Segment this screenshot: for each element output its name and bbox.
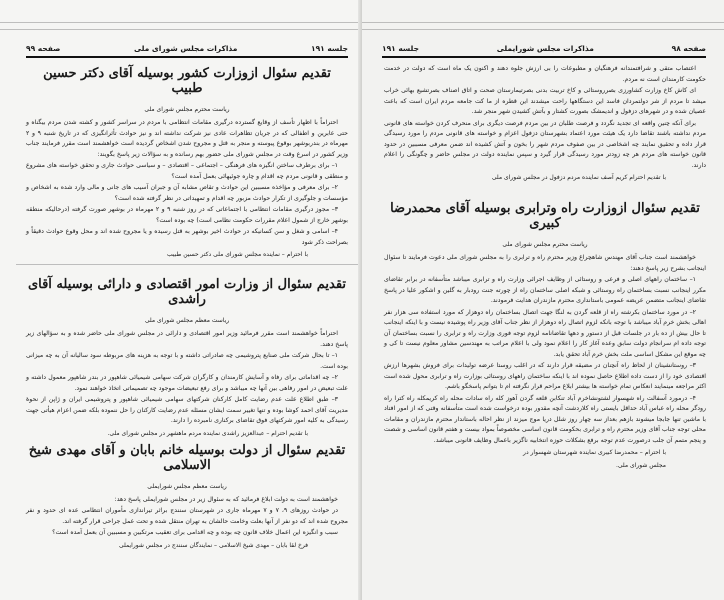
signature: با تقدیم احترام – عبدالعزیز راشدی نماینده مردم ماهشهر در مجلس شورای ملی. [107, 429, 308, 437]
salutation: ریاست معظم مجلس شورایملی [147, 482, 227, 490]
salutation: ریاست معظم مجلس شورای ملی [144, 317, 230, 324]
paragraph: ۱– برای برطرف ساختن انگیزه های فرهنگی – اجتماعی – اقتصادی – و سیاسی حوادث جاری و تحقق خواسته های مشروع و منطقی و قانونی مردم چه اقدام و چاره جوئیهائی بعمل آمده است؟ [26, 162, 348, 180]
salutation: ریاست محترم مجلس شورای ملی [144, 106, 230, 113]
section-heading: تقدیم سئوال ازوزارت کشور بوسیله آقای دکتر حسین طبیب [43, 66, 331, 96]
continuation-section-asef [384, 64, 706, 181]
signature: با تقدیم احترام کریم آصف نماینده مردم دزفول در مجلس شورای ملی [491, 174, 666, 181]
signature-line: مجلس شورای ملی. [615, 462, 666, 469]
paragraph: ۲– چه اقداماتی برای رفاه و آسایش کارمندان و کارگران شرکت سهامی شیمیائی شاهپور در بندر شاهپور معمول داشته و علت تبعیض در امور رفاهی بین آنها چه میباشد و برای رفع تبعیضات موجود چه تصمیماتی اتخاذ خواهند نمود. [26, 374, 348, 392]
paragraph: ۴– اسامی و شغل و سن کسانیکه در حوادث اخیر بوشهر به قتل رسیده و یا مجروح شده اند و محل وقوع حوادث دقیقاً و بصراحت ذکر شود [26, 228, 348, 246]
running-header [26, 44, 348, 58]
salutation: ریاست محترم مجلس شورای ملی [502, 241, 588, 248]
section-heading: تقدیم سئوال از دولت بوسیله خانم بابان و آقای مهدی شیخ الاسلامی [28, 442, 346, 473]
paragraph: ۴– درمورد آسفالت راه شهسوار لشتونشاخرم آباد تنکابن قلعه گردن آهوز کله راه سادات محله راه کریمکله راه کترا راه رودگر محله راه عباس آباد حداقل بایستی راه کلاردشت آنچه مقدور بوده درخواست شده است متأسفانه وقتی که از امور افتاد با ماشین تنها جابجا میشوند بازهم بعداز سه چهار روز شلل دریا موج میزند از نظر احاله باستاندار محترم مازندران و مقامات محلی توجه جناب آقای وزیر محترم راه و ترابری بحکومت قانون اساسی مخصوصاً بمواد بیست و هفتم قانون اساسی و شصت و پنجم متمم آن جلب درصورت عدم توجه برفع بشکلات حوزه انتخابیه ناگزیر باعمال وظایف قانونی میباشد. [384, 394, 706, 444]
paragraph: ای کاش کاخ وزارت کشاورزی بصرروستائی و کاخ تربیت بدنی بصرتیمارستان صحت و اتاق اصناف بصرتشیع بهائی خراب میشد تا مردم از شر دولتمردان فاسد این دستگاهها راحت میشدند این قطره از ما کت جامعه مردم ایران است که باعث عصیان شده و در شهرهای دزفول و اندیمشک بصورت کشتار و بآتش کشیدن شهر منجر شد. [384, 87, 706, 115]
top-rules [362, 22, 724, 36]
paragraph: اعتصاب متقی و شرافتمندانه فرهنگیان و مطبوعات را بی ارزش جلوه دهند و اکنون یک ماه است که دولت در خدمت حکومت کارمندان است نه مردم. [384, 65, 706, 83]
page-98 [362, 0, 724, 600]
page-number: صفحه ۹۹ [26, 44, 61, 53]
spacer [384, 187, 706, 199]
question-section-kabiri [384, 201, 706, 469]
session-number: جلسه ۱۹۱ [382, 44, 420, 53]
paragraph: در حوادث روزهای ۹، ۷ و ۷ مهرماه جاری در شهرستان سنندج براثر تیراندازی مأموران انتظامی عده ای حدود و نفر مجروح شده اند که دو نفر از آنها بعلت وخامت حالشان به تهران منتقل شده و تحت عمل جراحی قرار گرفته اند. [26, 507, 348, 525]
paragraph: خواهشمند است جناب آقای مهندس شاهچراغ وزیر محترم راه و ترابری را به مجلس شورای ملی دعوت فرمایند تا سئوال اینجانب بشرح زیر پاسخ دهند: [384, 254, 706, 272]
signature-line: با احترام – محمدرضا کبیری نماینده شهرستان شهسوار در [523, 449, 666, 456]
session-number: جلسه ۱۹۱ [311, 44, 348, 53]
paragraph: ۳– روستانشینان از لحاظ راه آنچنان در مضیقه قرار دارند که در اغلب روستا عرضه تولیدات برای فروش بشهرها ارزش اقتصادی خود را از دست داده اطلاع حاصل نموده اند با اینکه ساختمان راههای روستائی بوزارت راه و ترابری محول شده است اکثر مراجعه مینمایند انعکاس تمام خواسته ها بیشتر ابلاغ مراحم قرار نگرفته ام تا بتوانم پاسخگو باشم. [384, 362, 706, 390]
section-heading: تقدیم سئوال از وزارت امور اقتصادی و دارائی بوسیله آقای راشدی [27, 277, 347, 307]
paragraph: سبب و انگیزه این اعمال خلاف قانون چه بوده و چه اقدامی برای تعقیب مرتکبین و مسببین آن بعمل آمده است؟ [52, 529, 338, 536]
paragraph: ۱– تا بحال شرکت ملی صنایع پتروشیمی چه صادراتی داشته و با توجه به هزینه های مربوطه سود سالیانه آن به چه میزانی بوده است. [26, 352, 348, 370]
header-title: مذاکرات مجلس شورای ملی [134, 44, 238, 53]
page-content [26, 64, 348, 555]
paragraph: احتراماً خواهشمند است مقرر فرمائید وزیر امور اقتصادی و دارائی در مجلس شورای ملی حاضر شده و به سؤالهای زیر پاسخ دهند. [26, 330, 348, 348]
running-header [382, 44, 706, 58]
paragraph: ۲– برای معرفی و مؤاخذه مسببین این حوادث و تقاص مشابه آن و جبران آسیب های جانی و مالی وارد شده به اشخاص و مؤسسات و جلوگیری از تکرار حوادث مزبور چه اقدام و تمهیداتی در نظر گرفته شده است؟ [26, 184, 348, 202]
question-section-tabib [26, 66, 348, 258]
section-heading: تقدیم سئوال ازوزارت راه وترابری بوسیله آقای محمدرضا کبیری [390, 201, 700, 231]
paragraph: ۳– طبق اطلاع علت عدم رضایت کامل کارکنان شرکتهای سهامی شیمیائی شاهپور و پتروشیمی ایران و ژاپن از نحوهٔ مدیریت آقای احمد کوشا بوده و تنها تغییر سمت ایشان مسئله عدم رضایت کارکنان را حل ننموده بلکه ضمن اعزام هیأتی جهت رسیدگی به کلیه امور شرکتهای فوق تقاضای برکناری نامبرده را دارند. [26, 396, 348, 424]
paragraph: ۱– ساختمان راههای اصلی و فرعی و روستائی از وظایف اجرائی وزارت راه و ترابری میباشد متأسفانه در برابر تقاضای مکرر اینجانب نسبت بساختمان راه روستائی و شبکه اصلی ساختمان راه از چورته جنت رودبار به گلین و اشکور علیا در پاسخ تقاضای اینجانب متضمن عریضه عمومی باستانداری محترم مازندران هدایت فرمودند. [384, 276, 706, 304]
section-divider [16, 264, 358, 265]
paragraph: احتراماً با اظهار تأسف از وقایع گسترده درگیری مقامات انتظامی با مردم در سراسر کشور و کشته شدن مردم بیگناه و حتی عابرین و اطفالی که در جریان تظاهرات عادی نیز شرکت نداشته اند و نیز حوادث تأثرانگیزی که در تاریخ شنبه ۹ و ۲ مهرماه در بندربوشهر بوقوع پیوسته و منجر به قتل و مجروح شدن اشخاص گردیده است خواهشمند است مقرر فرمایند جناب وزیر کشور در اسرع وقت در مجلس شورای ملی حضور بهم رسانده و به سؤالات زیر پاسخ بگویند: [26, 119, 348, 158]
page-content [384, 64, 706, 475]
paragraph: ۲– در مورد ساختمان بکرشته راه از قلعه گردن به لنگا جهت اتصال بساختمان راه دوهزار که مورد استفاده سی هزار نفر اهالی بخش خرم آباد میباشد با توجه بانکه لزوم اتصال راه دوهزار از نظر جناب آقای وزیر راه پوشیده نیست و با اینکه اینجانب تا حال بیش از ده بار در جلسات قبل از دستور و دهها تقاضانامه لزوم توجه فوری وزارت راه و ترابری را نسبت بساختمان آن توجه داده ام سرانجام دولت سابق وعده آغاز کار را اعلام نمود ولی با اعلام مراتب به مهندسین مشاور معلوم نیست تا کی و چه موقع این مشکل اساسی ملت بخش خرم آباد تحقق یابد. [384, 308, 706, 358]
page-number: صفحه ۹۸ [671, 44, 706, 53]
header-title: مذاکرات مجلس شورایملی [496, 44, 594, 53]
signature: با احترام – نماینده مجلس شورای ملی دکتر حسین طبیب [167, 251, 308, 258]
signature: فرخ لقا بابان – مهدی شیخ الاسلامی – نمایندگان سنندج در مجلس شورایملی [119, 541, 308, 549]
question-section-baban [26, 443, 348, 549]
question-section-rashedi [26, 277, 348, 437]
paragraph: خواهشمند است به دولت ابلاغ فرمائید که به سئوال زیر در مجلس شورایملی پاسخ دهد: [114, 495, 338, 503]
paragraph: ۳– مجوز درگیری مقامات انتظامی با اجتماعاتی که در روز شنبه ۹ و ۲ مهرماه در بوشهر صورت گرفته (درحالیکه منطقه بوشهر خارج از شمول اعلام مقررات حکومت نظامی است) چه بوده است؟ [26, 206, 348, 224]
top-rules [0, 22, 362, 36]
paragraph: برای آنکه چنین واقعه ای تجدید نگردد و فرصت طلبان در بین مردم فرصت دیگری برای منحرف کردن خواسته های قانونی مردم نداشته باشند تقاضا دارد یک هیئت مورد اعتماد بشهرستان دزفول اعزام و خواسته های قانونی مردم را مورد رسیدگی قرار داده و تحقیق نمایند چه اشخاصی در بین صفوف مردم شهر را بخون و آتش کشیده اند ضمن معرفی مسببین در حدود قانون خواسته های مردم هر چه زودتر مورد رسیدگی قرار گیرد و سپس نماینده دولت در مجلس حاضر و چگونگی را اعلام دارند. [384, 119, 706, 169]
